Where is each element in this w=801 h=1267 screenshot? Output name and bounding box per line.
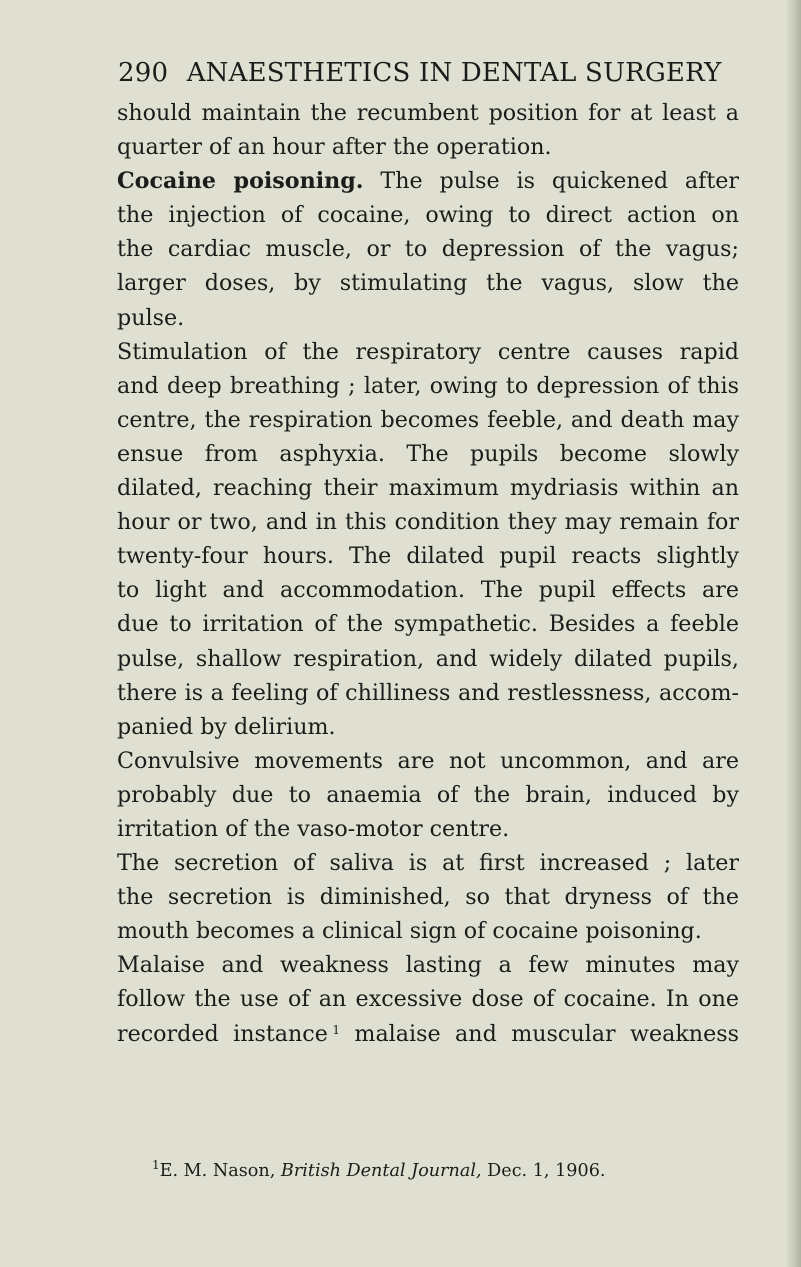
section-heading-cocaine-poisoning: Cocaine poisoning. bbox=[117, 168, 364, 195]
running-title: ANAESTHETICS IN DENTAL SURGERY bbox=[186, 58, 722, 88]
text-line: Malaise and weakness lasting a few minutes may bbox=[117, 952, 739, 979]
footnote bbox=[152, 1158, 606, 1181]
text-fragment: recorded instance bbox=[117, 1020, 328, 1047]
footnote-reference-marker: 1 bbox=[332, 1022, 340, 1037]
text-line: hour or two, and in this condition they may remain for bbox=[117, 509, 739, 536]
text-line: larger doses, by stimulating the vagus, slow the bbox=[117, 270, 739, 297]
text-line: irritation of the vaso-motor centre. bbox=[117, 815, 510, 842]
text-line: and deep breathing ; later, owing to depression of this bbox=[117, 372, 739, 399]
text-line: should maintain the recumbent position for at least a bbox=[117, 100, 739, 126]
cocaine-poisoning-line bbox=[117, 164, 739, 198]
footnote-reference-line bbox=[117, 1017, 739, 1051]
text-line: Convulsive movements are not uncommon, and are bbox=[117, 747, 739, 774]
text-line: probably due to anaemia of the brain, induced by bbox=[117, 781, 739, 808]
text-line: due to irritation of the sympathetic. Besides a feeble bbox=[117, 611, 739, 638]
running-header bbox=[118, 58, 738, 88]
text-line: pulse. bbox=[117, 304, 185, 331]
footnote-marker: 1 bbox=[152, 1158, 160, 1172]
text-line: ensue from asphyxia. The pupils become slowly bbox=[117, 440, 739, 467]
footnote-author: E. M. Nason, bbox=[159, 1161, 276, 1181]
text-line: dilated, reaching their maximum mydriasis within an bbox=[117, 475, 739, 502]
page-edge-shadow bbox=[785, 0, 801, 1267]
text-line: to light and accommodation. The pupil effects are bbox=[117, 577, 739, 604]
text-fragment: malaise and muscular weakness bbox=[354, 1020, 740, 1047]
text-line: panied by delirium. bbox=[117, 713, 336, 740]
text-line: twenty-four hours. The dilated pupil reacts slightly bbox=[117, 543, 739, 570]
text-line: there is a feeling of chilliness and restlessness, accom- bbox=[117, 679, 739, 706]
footnote-date: Dec. 1, 1906. bbox=[487, 1161, 606, 1181]
body-text bbox=[117, 96, 739, 1051]
text-line: pulse, shallow respiration, and widely dilated pupils, bbox=[117, 645, 739, 672]
text-line: the cardiac muscle, or to depression of the vagus; bbox=[117, 236, 739, 263]
text-line: follow the use of an excessive dose of cocaine. In one bbox=[117, 986, 739, 1013]
text-line: Stimulation of the respiratory centre causes rapid bbox=[117, 338, 739, 365]
text-line: The secretion of saliva is at first increased ; later bbox=[117, 850, 739, 877]
text-line: mouth becomes a clinical sign of cocaine poisoning. bbox=[117, 918, 702, 945]
text-fragment: The pulse is quickened after bbox=[380, 168, 739, 195]
text-line: centre, the respiration becomes feeble, and death may bbox=[117, 406, 739, 433]
text-line: the injection of cocaine, owing to direct action on bbox=[117, 202, 739, 229]
text-line: the secretion is diminished, so that dryness of the bbox=[117, 884, 739, 911]
page-number: 290 bbox=[118, 58, 169, 88]
text-line: quarter of an hour after the operation. bbox=[117, 134, 552, 161]
footnote-journal: British Dental Journal, bbox=[280, 1161, 482, 1181]
